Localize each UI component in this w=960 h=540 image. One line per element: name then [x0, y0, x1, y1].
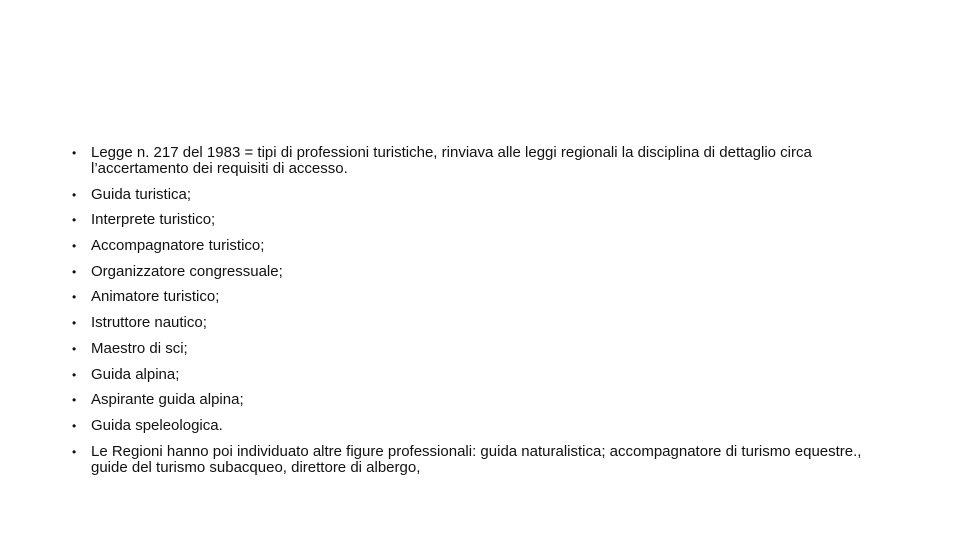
list-item: [72, 341, 902, 357]
bullet-dot-icon: •: [72, 367, 77, 382]
bullet-dot-icon: •: [72, 264, 77, 279]
list-item: [72, 418, 902, 434]
bullet-dot-icon: •: [72, 418, 77, 433]
list-item-text: Guida alpina;: [91, 365, 180, 383]
list-item: [72, 187, 902, 203]
bullet-dot-icon: •: [72, 316, 77, 331]
list-item: [72, 145, 902, 177]
bullet-dot-icon: •: [72, 393, 77, 408]
bullet-dot-icon: •: [72, 341, 77, 356]
list-item: [72, 238, 902, 254]
list-item-text: Maestro di sci;: [91, 339, 188, 357]
list-item: [72, 367, 902, 383]
list-item-text: Le Regioni hanno poi individuato altre figure professionali: guida naturalistica; accompagnatore di turismo equestre., guide del turismo subacqueo, direttore di albergo,: [91, 442, 862, 476]
list-item: [72, 264, 902, 280]
bullet-dot-icon: •: [72, 187, 77, 202]
list-item-text: Guida speleologica.: [91, 416, 223, 434]
list-item-text: Guida turistica;: [91, 185, 192, 203]
bullet-list: [72, 145, 902, 485]
list-item: [72, 212, 902, 228]
bullet-dot-icon: •: [72, 213, 77, 228]
list-item-text: Legge n. 217 del 1983 = tipi di professioni turistiche, rinviava alle leggi regionali la disciplina di dettaglio circa l’accertamento dei requisiti di accesso.: [91, 144, 812, 177]
bullet-dot-icon: •: [72, 290, 77, 305]
list-item-text: Interprete turistico;: [91, 211, 216, 229]
list-item-text: Istruttore nautico;: [91, 314, 207, 332]
list-item: [72, 315, 902, 331]
list-item: [72, 444, 902, 476]
list-item: [72, 289, 902, 305]
list-item-text: Animatore turistico;: [91, 288, 220, 306]
list-item-text: Aspirante guida alpina;: [91, 391, 244, 409]
bullet-dot-icon: •: [72, 146, 77, 160]
list-item: [72, 392, 902, 408]
bullet-dot-icon: •: [72, 239, 77, 254]
list-item-text: Accompagnatore turistico;: [91, 237, 265, 255]
list-item-text: Organizzatore congressuale;: [91, 262, 283, 280]
bullet-dot-icon: •: [72, 444, 77, 459]
